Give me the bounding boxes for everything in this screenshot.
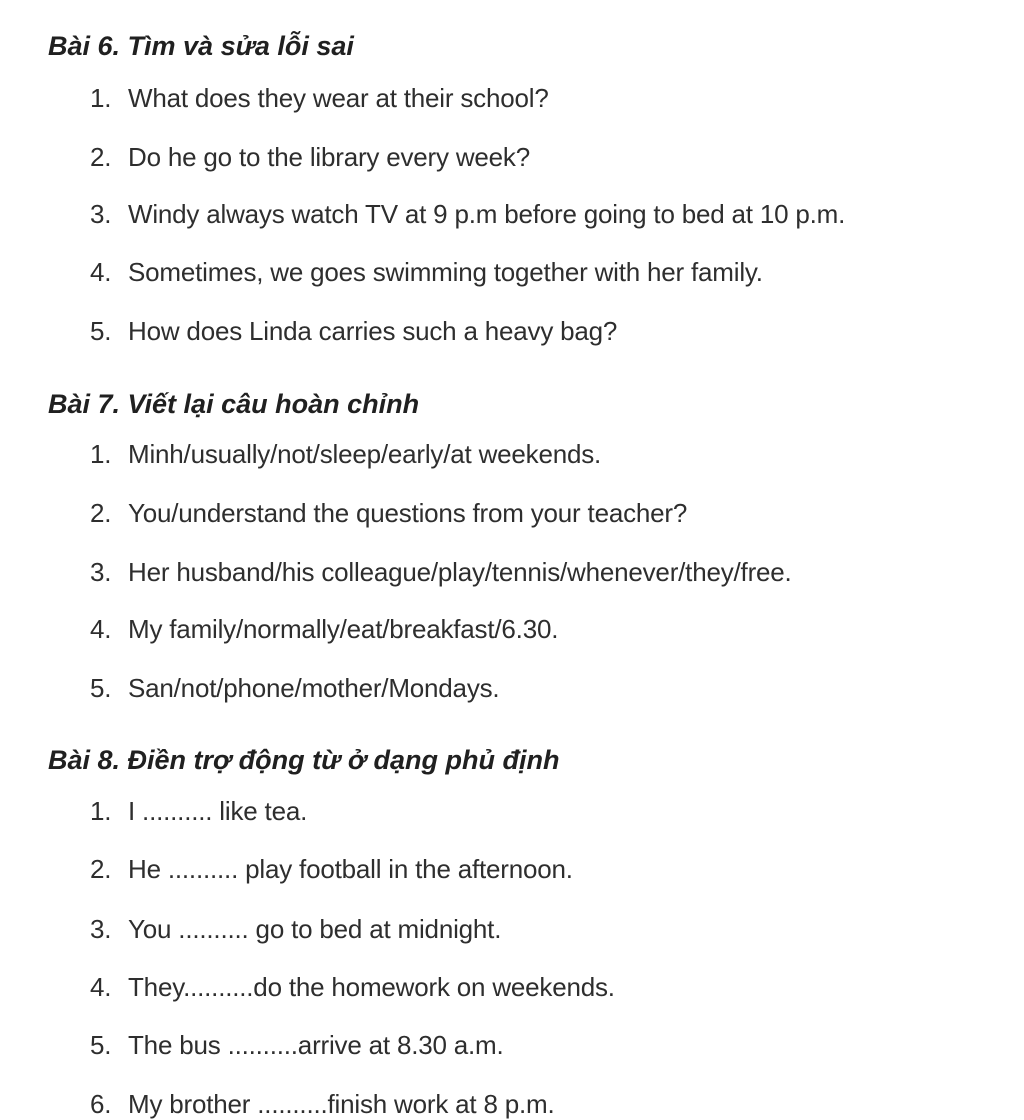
item-number: 2.	[90, 498, 112, 528]
item-number: 3.	[90, 199, 112, 229]
section-7-item-3	[90, 556, 792, 588]
item-number: 4.	[90, 257, 112, 287]
item-text: Do he go to the library every week?	[128, 142, 530, 172]
section-8-item-4	[90, 971, 615, 1003]
section-6-item-1	[90, 82, 549, 114]
section-8-item-2	[90, 853, 573, 885]
item-text: How does Linda carries such a heavy bag?	[128, 316, 618, 346]
section-8-title: Bài 8. Điền trợ động từ ở dạng phủ định	[48, 745, 560, 775]
item-text: Minh/usually/not/sleep/early/at weekends.	[128, 439, 602, 469]
item-text: The bus ..........arrive at 8.30 a.m.	[128, 1030, 504, 1060]
item-number: 3.	[90, 914, 112, 944]
section-8-item-3	[90, 913, 501, 945]
item-text: My family/normally/eat/breakfast/6.30.	[128, 614, 559, 644]
item-text: You .......... go to bed at midnight.	[128, 914, 502, 944]
item-number: 2.	[90, 142, 112, 172]
item-number: 6.	[90, 1089, 112, 1119]
item-number: 3.	[90, 557, 112, 587]
section-8-item-5	[90, 1029, 504, 1061]
section-8-item-1	[90, 795, 307, 827]
item-text: Her husband/his colleague/play/tennis/whenever/they/free.	[128, 557, 792, 587]
section-7-item-5	[90, 672, 499, 704]
section-6-item-5	[90, 315, 617, 347]
section-6-title: Bài 6. Tìm và sửa lỗi sai	[48, 31, 354, 61]
section-6-item-4	[90, 256, 763, 288]
item-text: San/not/phone/mother/Mondays.	[128, 673, 500, 703]
item-text: You/understand the questions from your teacher?	[128, 498, 688, 528]
item-number: 1.	[90, 439, 112, 469]
item-number: 5.	[90, 1030, 112, 1060]
item-text: He .......... play football in the afternoon.	[128, 854, 573, 884]
section-7-item-2	[90, 497, 687, 529]
item-text: They..........do the homework on weekends.	[128, 972, 615, 1002]
item-number: 1.	[90, 796, 112, 826]
item-text: Sometimes, we goes swimming together with her family.	[128, 257, 763, 287]
item-number: 4.	[90, 972, 112, 1002]
section-7-item-1	[90, 438, 601, 470]
item-number: 5.	[90, 673, 112, 703]
item-number: 2.	[90, 854, 112, 884]
section-7-title: Bài 7. Viết lại câu hoàn chỉnh	[48, 389, 420, 419]
item-text: What does they wear at their school?	[128, 83, 549, 113]
section-6-item-2	[90, 141, 530, 173]
item-text: My brother ..........finish work at 8 p.m.	[128, 1089, 555, 1119]
item-text: I .......... like tea.	[128, 796, 308, 826]
section-7-item-4	[90, 613, 558, 645]
item-number: 5.	[90, 316, 112, 346]
section-8-item-6	[90, 1088, 555, 1120]
item-number: 4.	[90, 614, 112, 644]
item-text: Windy always watch TV at 9 p.m before going to bed at 10 p.m.	[128, 199, 846, 229]
item-number: 1.	[90, 83, 112, 113]
section-6-item-3	[90, 198, 845, 230]
